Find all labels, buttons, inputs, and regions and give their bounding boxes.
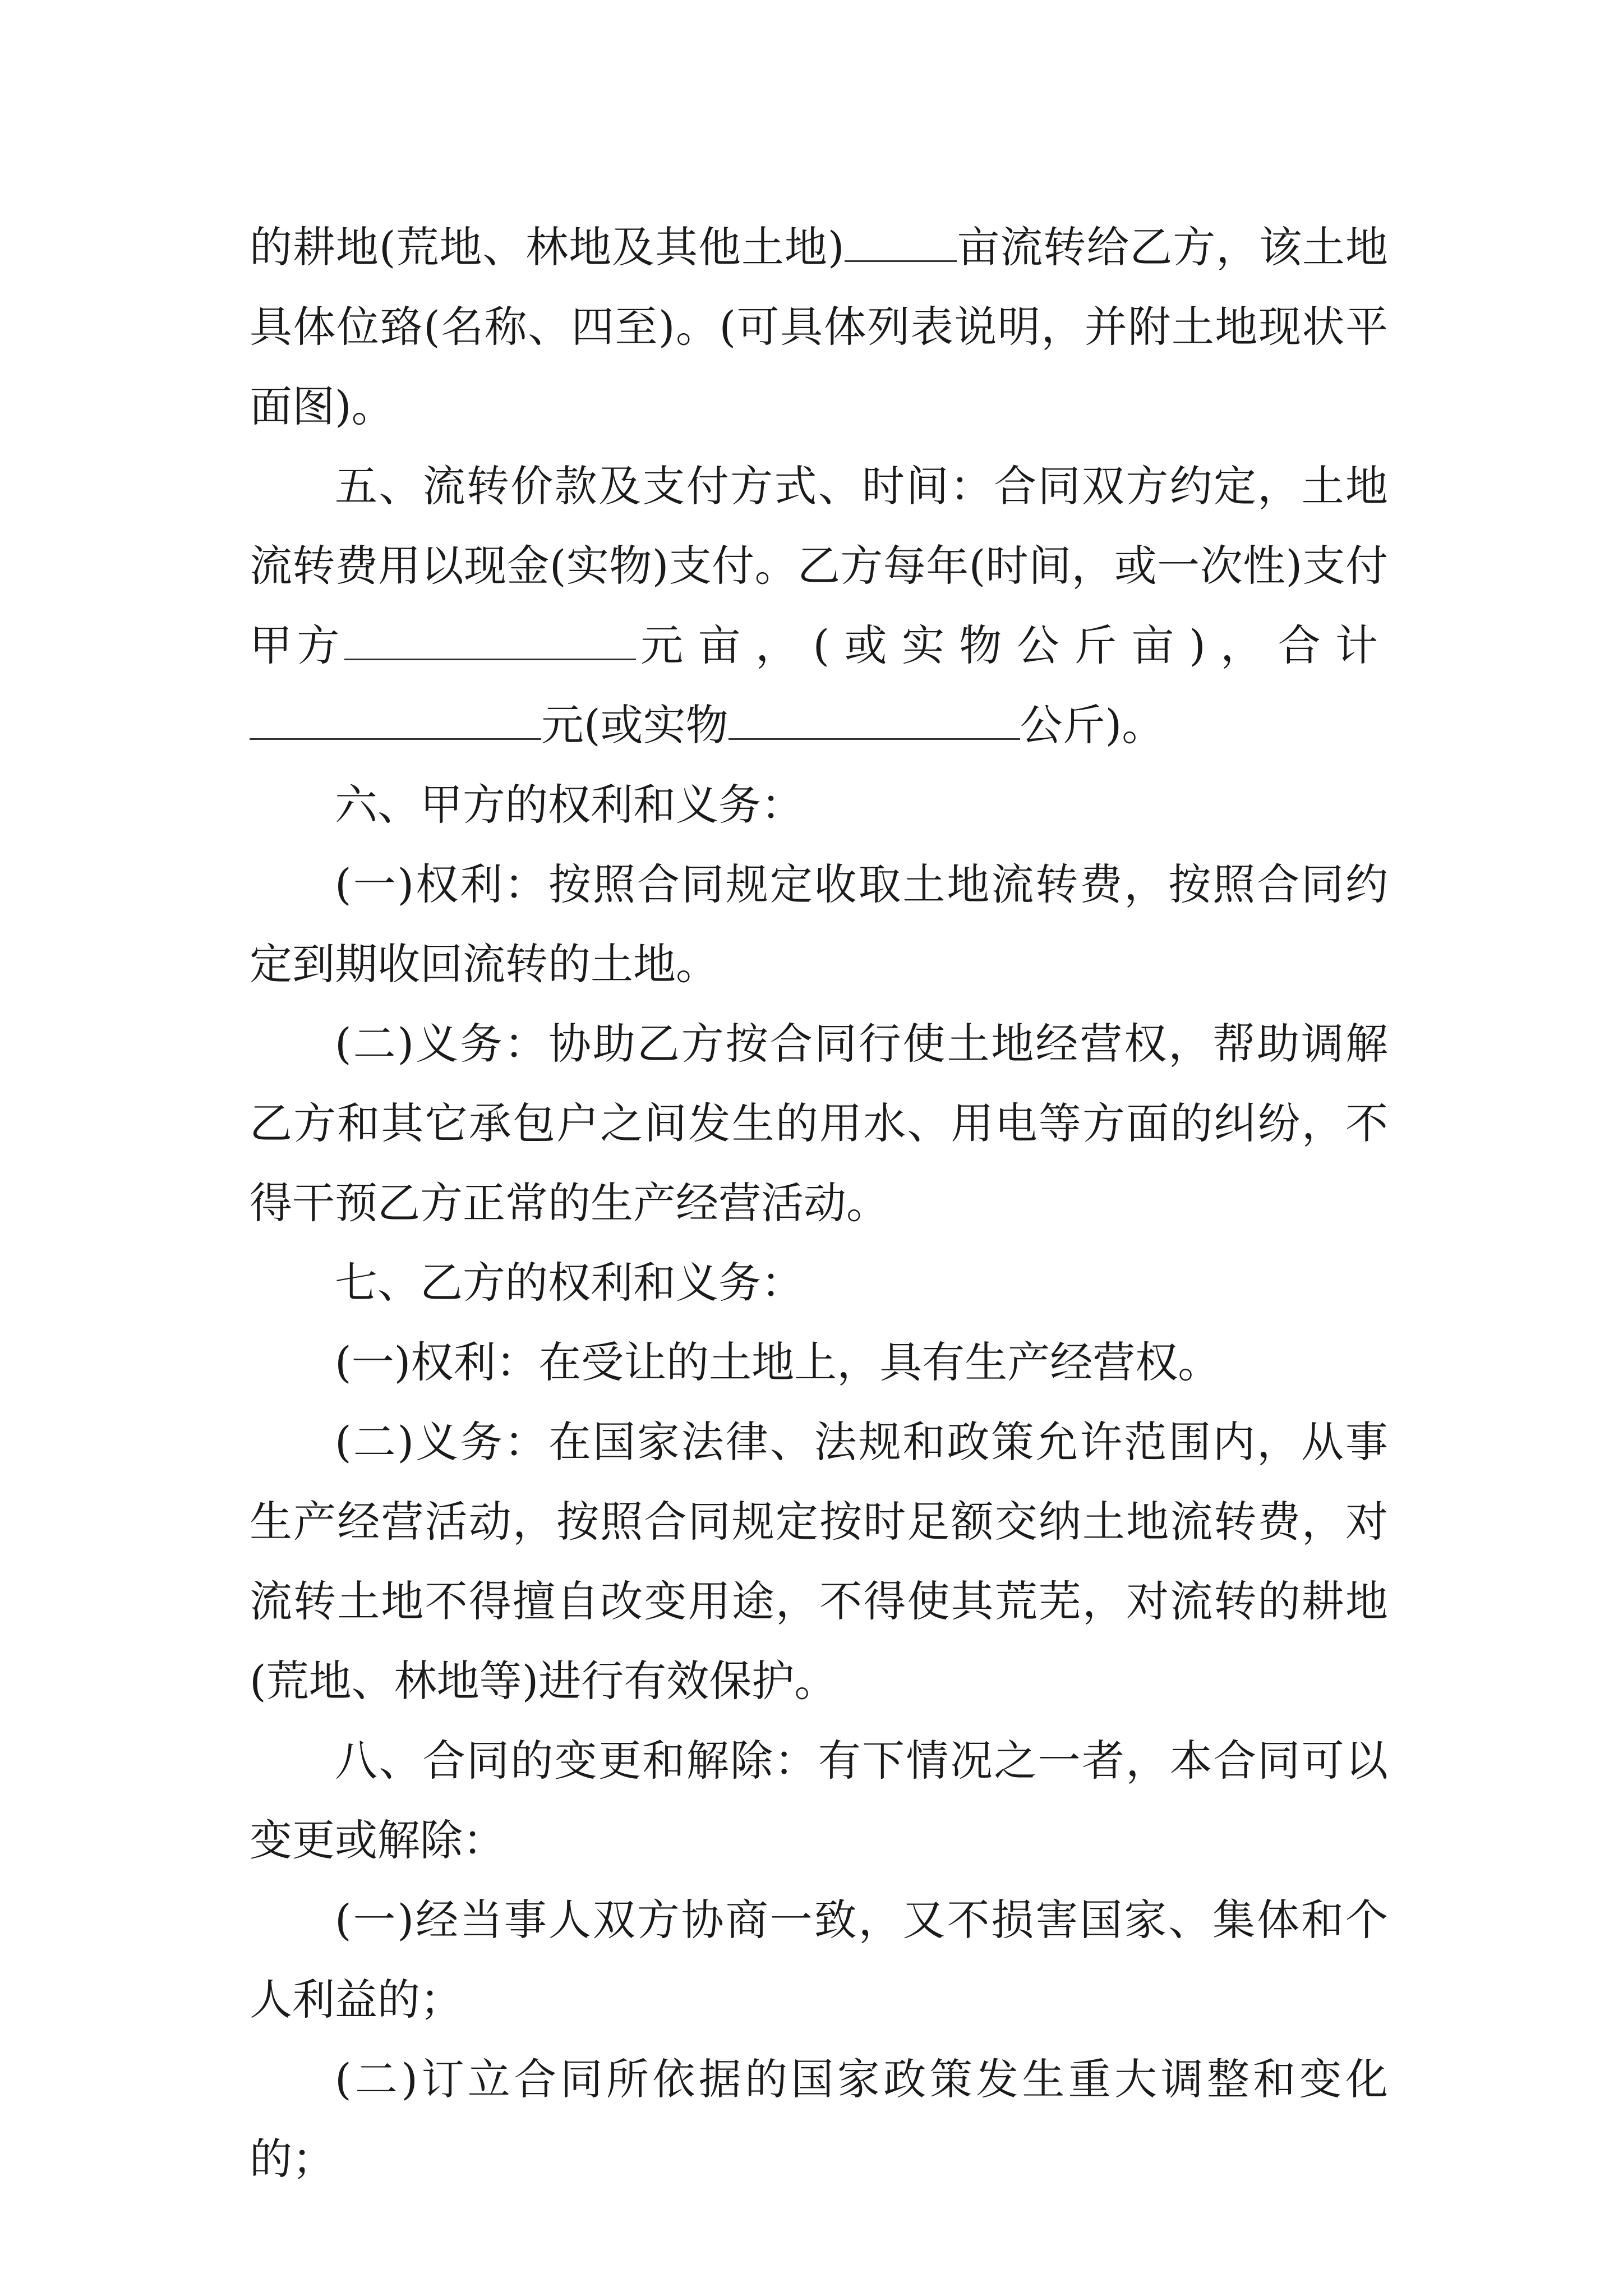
paragraph-land-transfer bbox=[250, 208, 1388, 447]
paragraph-party-a-obligations: (二)义务：协助乙方按合同行使土地经营权，帮助调解乙方和其它承包户之间发生的用水、用电等方面的纠纷，不得干预乙方正常的生产经营活动。 bbox=[250, 1019, 1388, 1228]
paragraph-party-b-rights: (一)权利：在受让的土地上，具有生产经营权。 bbox=[335, 1337, 1221, 1387]
blank-acreage bbox=[845, 221, 957, 262]
text-segment: 公斤)。 bbox=[1020, 700, 1165, 750]
heading-section-6: 六、甲方的权利和义务： bbox=[335, 780, 804, 830]
paragraph-section-5-price-payment bbox=[250, 447, 1388, 765]
paragraph-party-b-obligations: (二)义务：在国家法律、法规和政策允许范围内，从事生产经营活动，按照合同规定按时足额交纳土地流转费，对流转土地不得擅自改变用途，不得使其荒芜，对流转的耕地(荒地、林地等)进行有效保护。 bbox=[250, 1417, 1388, 1706]
paragraph-change-condition-1: (一)经当事人双方协商一致，又不损害国家、集体和个人利益的； bbox=[250, 1895, 1388, 2024]
blank-total-amount bbox=[250, 699, 541, 740]
text-segment: 五、流转价款及支付方式、时间：合同双方约定，土地流转费用以现金(实物)支付。乙方每年(时间，或一次性)支付甲方 bbox=[250, 461, 1388, 670]
text-segment: 的耕地(荒地、林地及其他土地) bbox=[250, 222, 845, 272]
document-body bbox=[250, 208, 1388, 2199]
paragraph-change-condition-2: (二)订立合同所依据的国家政策发生重大调整和变化的； bbox=[250, 2054, 1388, 2184]
text-segment: 元(或实物 bbox=[541, 700, 728, 750]
blank-total-kg bbox=[728, 699, 1020, 740]
heading-section-8: 八、合同的变更和解除：有下情况之一者，本合同可以变更或解除： bbox=[250, 1736, 1388, 1865]
text-segment: 亩流转给乙方，该土地具体位臵(名称、四至)。(可具体列表说明，并附土地现状平面图)。 bbox=[250, 222, 1388, 431]
blank-price-per-mu bbox=[344, 619, 636, 660]
paragraph-party-a-rights: (一)权利：按照合同规定收取土地流转费，按照合同约定到期收回流转的土地。 bbox=[250, 859, 1388, 989]
heading-section-7: 七、乙方的权利和义务： bbox=[335, 1258, 804, 1308]
text-segment: 元亩，(或实物公斤亩)，合计 bbox=[635, 620, 1388, 670]
